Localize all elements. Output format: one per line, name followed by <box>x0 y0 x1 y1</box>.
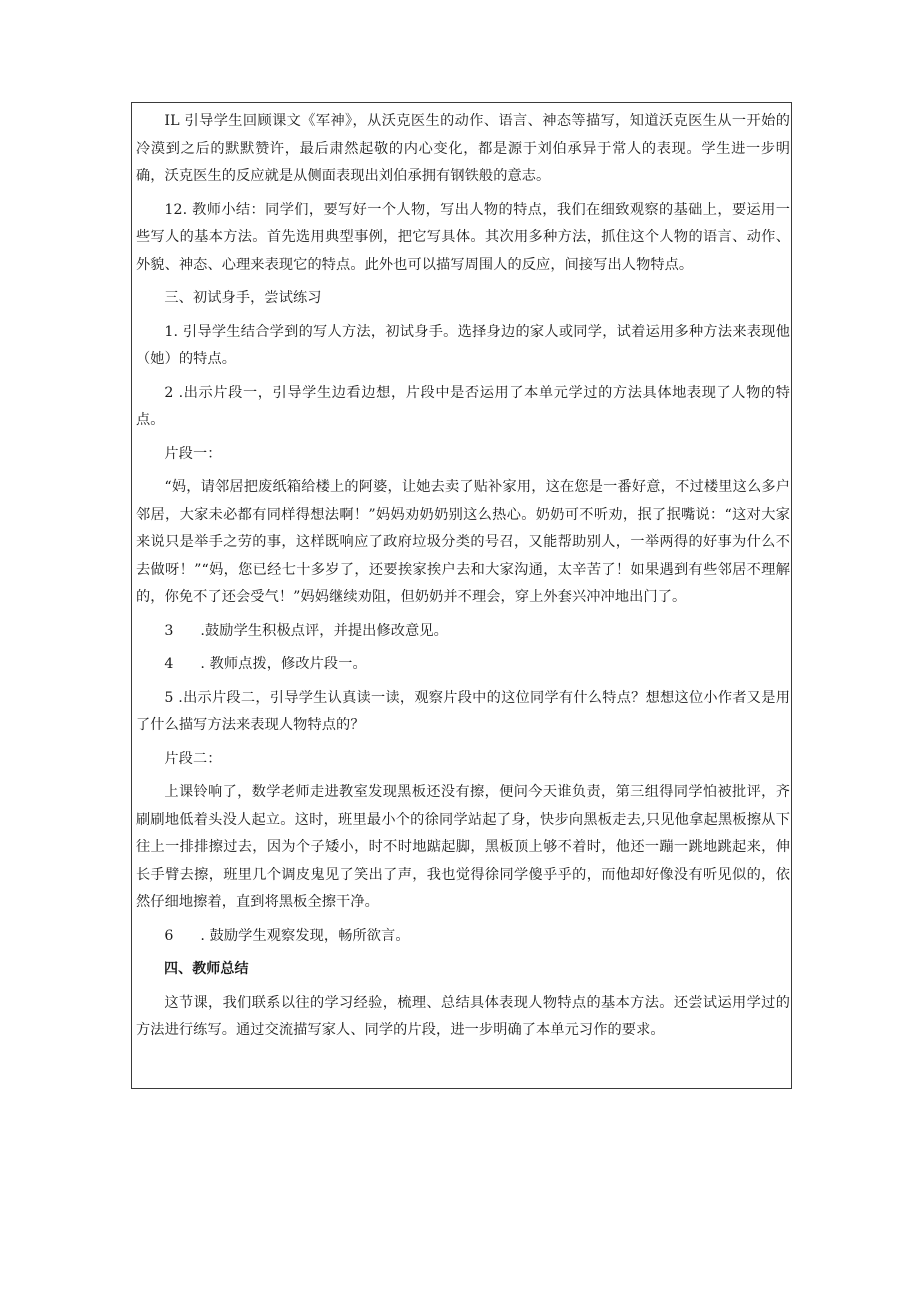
step-4-number: 4 <box>164 656 174 672</box>
paragraph-step-3 <box>136 618 790 646</box>
paragraph-step-11: IL 引导学生回顾课文《军神》，从沃克医生的动作、语言、神态等描写，知道沃克医生从一开始的冷漠到之后的默默赞许，最后肃然起敬的内心变化，都是源于刘伯承异于常人的表现。学生进一步明确，沃克医生的反应就是从侧面表现出刘伯承拥有钢铁般的意志。 <box>136 113 790 184</box>
section-3-heading: 三、初试身手，尝试练习 <box>164 290 322 306</box>
fragment-2-label: 片段二： <box>164 750 222 767</box>
step-6-number: 6 <box>164 927 174 944</box>
step-4-text: . 教师点拨，修改片段一。 <box>200 656 367 672</box>
step-6-text: . 鼓励学生观察发现，畅所欲言。 <box>200 927 410 944</box>
paragraph-step-5: 5 .出示片段二，引导学生认真读一读，观察片段中的这位同学有什么特点？想想这位小作者又是用了什么描写方法来表现人物特点的？ <box>136 689 790 733</box>
fragment-2-text: 上课铃响了，数学老师走进教室发现黑板还没有擦，便问今天谁负责，第三组得同学怕被批评，齐刷刷地低着头没人起立。这时，班里最小个的徐同学站起了身，快步向黑板走去,只见他拿起黑板擦从下往上一排排擦过去，因为个子矮小，时不时地踮起脚，黑板顶上够不着时，他还一蹦一跳地跳起来，伸长手臂去擦，班里几个调皮鬼见了笑出了声，我也觉得徐同学傻乎乎的，而他却好像没有听见似的，依然仔细地擦着，直到将黑板全擦干净。 <box>136 784 790 910</box>
section-4-heading: 四、教师总结 <box>164 961 249 977</box>
paragraph-step-4 <box>136 651 790 679</box>
paragraph-step-2: 2 .出示片段一，引导学生边看边想，片段中是否运用了本单元学过的方法具体地表现了人物的特点。 <box>136 384 790 428</box>
paragraph-step-1: 1. 引导学生结合学到的写人方法，初试身手。选择身边的家人或同学，试着运用多种方法来表现他（她）的特点。 <box>136 323 790 367</box>
step-3-text: .鼓励学生积极点评，并提出修改意见。 <box>200 622 448 639</box>
paragraph-step-6 <box>136 923 790 951</box>
fragment-1-text: “妈，请邻居把废纸箱给楼上的阿婆，让她去卖了贴补家用，这在您是一番好意，不过楼里这么多户邻居，大家未必都有同样得想法啊！”妈妈劝奶奶别这么热心。奶奶可不听劝，抿了抿嘴说：“这对大家来说只是举手之劳的事，这样既响应了政府垃圾分类的号召，又能帮助别人，一举两得的好事为什么不去做呀！”“妈，您已经七十多岁了，还要挨家挨户去和大家沟通，太辛苦了！如果遇到有些邻居不理解的，你免不了还会受气！”妈妈继续劝阻，但奶奶并不理会，穿上外套兴冲冲地出门了。 <box>136 479 790 605</box>
step-3-number: 3 <box>164 622 174 639</box>
fragment-1-label: 片段一： <box>164 445 222 462</box>
paragraph-step-12: 12. 教师小结：同学们，要写好一个人物，写出人物的特点，我们在细致观察的基础上，要运用一些写人的基本方法。首先选用典型事例，把它写具体。其次用多种方法，抓住这个人物的语言、动作、外貌、神态、心理来表现它的特点。此外也可以描写周围人的反应，间接写出人物特点。 <box>136 201 790 273</box>
lesson-content <box>136 108 790 1051</box>
summary-paragraph: 这节课，我们联系以往的学习经验，梳理、总结具体表现人物特点的基本方法。还尝试运用学过的方法进行练写。通过交流描写家人、同学的片段，进一步明确了本单元习作的要求。 <box>136 994 790 1038</box>
